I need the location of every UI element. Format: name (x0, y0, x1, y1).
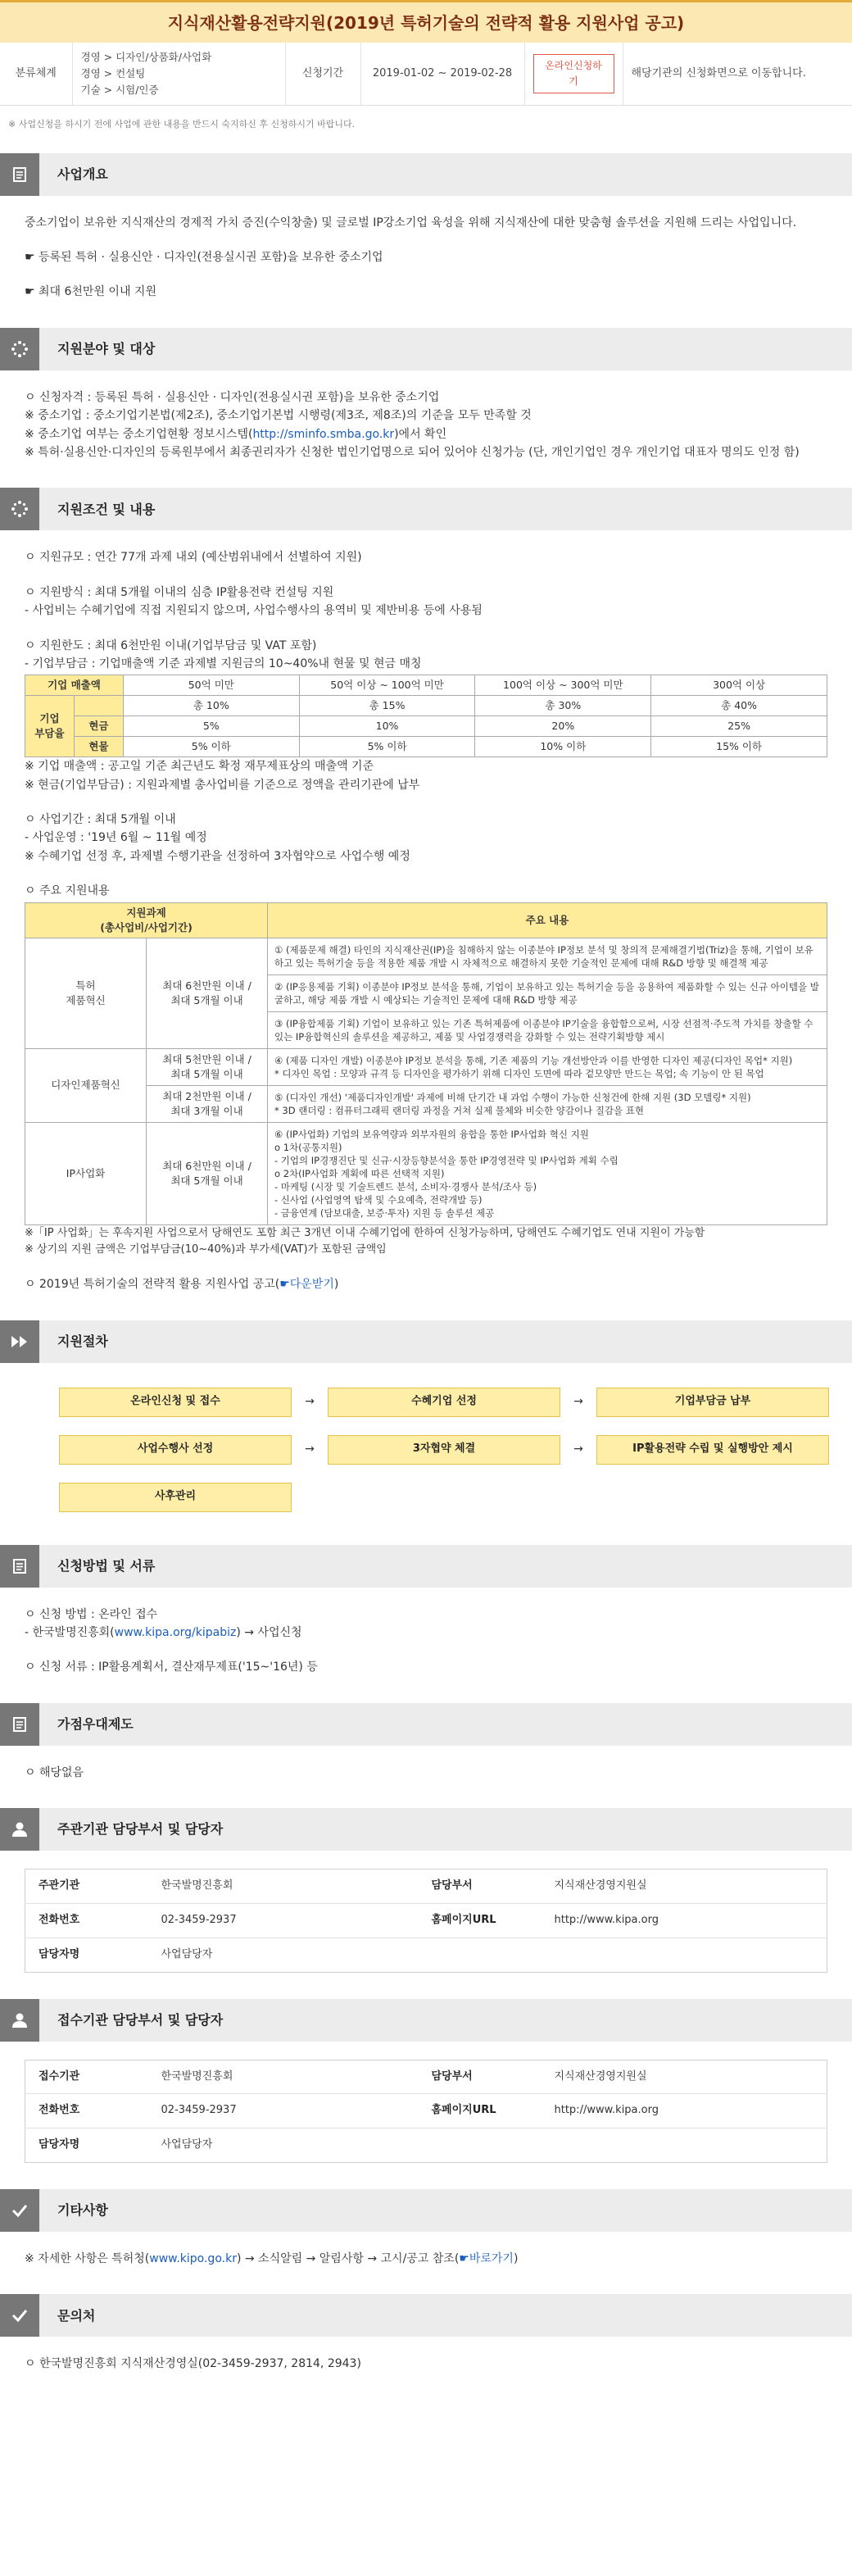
contact-key: 접수기관 (25, 2060, 148, 2094)
table-header: 주요 내용 (268, 902, 827, 938)
table-cell: 20% (475, 716, 651, 737)
table-cell: ④ (제품 디자인 개발) 이종분야 IP정보 분석을 통해, 기존 제품의 기능 개선방안과 이를 반영한 디자인 제공(디자인 목업* 지원) * 디자인 목업 : 모양과 규격 등 디자인을 평가하기 위해 디자인 도면에 따라 겉모양만 만드는 목업; 속 기능이 안 된 목업 (268, 1048, 827, 1085)
shortcut-link[interactable]: ☛바로가기 (459, 2251, 514, 2265)
period-label: 신청기간 (285, 43, 360, 106)
table-cell: 50억 이상 ~ 100억 미만 (299, 675, 475, 696)
table-header: 현물 (74, 737, 123, 757)
forward-icon (0, 1320, 39, 1363)
contact-key: 홈페이지URL (419, 1903, 542, 1938)
page-title: 지식재산활용전략지원(2019년 특허기술의 전략적 활용 지원사업 공고) (0, 0, 852, 43)
target-line: ※ 특허·실용신안·디자인의 등록원부에서 최종권리자가 신청한 법인기업명으로 되어 있어야 신청가능 (단, 개인기업인 경우 개인기업 대표자 명의도 인정 함) (25, 445, 800, 459)
section-header-conditions (0, 488, 852, 530)
category-list (72, 43, 285, 106)
section-body-conditions (0, 530, 852, 1311)
sparkle-icon (0, 328, 39, 370)
table-cell: 5% 이하 (299, 737, 475, 757)
flow-step: 수혜기업 선정 (328, 1388, 560, 1417)
section-header-apply (0, 1545, 852, 1588)
category-item: 경영 > 디자인/상품화/사업화 (80, 51, 212, 63)
section-title: 가점우대제도 (57, 1715, 134, 1732)
doc-icon (0, 153, 39, 196)
contact-key: 담당부서 (419, 1870, 542, 1904)
flow-step: 사업수행사 선정 (59, 1435, 292, 1465)
arrow-icon: → (305, 1442, 315, 1456)
section-header-overview (0, 153, 852, 196)
table-cell: 총 10% (123, 696, 299, 716)
contact-key: 담당자명 (39, 1947, 80, 1960)
category-item: 기술 > 시험/인증 (80, 84, 159, 96)
table-cell: 15% 이하 (651, 737, 827, 757)
homepage-link[interactable]: http://www.kipa.org (542, 2094, 827, 2128)
target-line: ※ 중소기업 여부는 중소기업현황 정보시스템(http://sminfo.smba.go.kr)에서 확인 (25, 427, 447, 441)
section-header-etc (0, 2189, 852, 2232)
contact-value: 한국발명진흥회 (148, 2060, 419, 2094)
contact-key: 담당자명 (39, 2138, 80, 2151)
table-header: 현금 (74, 716, 123, 737)
apply-note: 해당기관의 신청화면으로 이동합니다. (631, 66, 806, 80)
section-title: 기타사항 (57, 2202, 108, 2219)
table-cell: 5% (123, 716, 299, 737)
condition-note: ※「IP 사업화」는 후속지원 사업으로서 당해연도 포함 최근 3개년 이내 수혜기업에 한하여 신청가능하며, 당해연도 수혜기업도 연내 지원이 가능함 (25, 1226, 705, 1239)
flow-step: 사후관리 (59, 1483, 292, 1512)
condition-note: ※ 현금(기업부담금) : 지원과제별 총사업비를 기준으로 정액을 관리기관에 납부 (25, 778, 420, 792)
contact-key: 주관기관 (25, 1870, 148, 1904)
doc-icon (0, 1545, 39, 1588)
sparkle-icon (0, 488, 39, 530)
section-header-bonus (0, 1703, 852, 1746)
announce-line: ㅇ 2019년 특허기술의 전략적 활용 지원사업 공고(☛다운받기) (25, 1278, 339, 1292)
period-value: 2019-01-02 ~ 2019-02-28 (360, 43, 524, 106)
etc-line: ※ 자세한 사항은 특허청(www.kipo.go.kr) → 소식알림 → 알림사항 → 고시/공고 참조(☛바로가기) (25, 2251, 519, 2265)
target-line: ※ 중소기업 : 중소기업기본법(제2조), 중소기업기본법 시행령(제3조, 제8조)의 기준을 모두 만족할 것 (25, 409, 532, 423)
section-title: 신청방법 및 서류 (57, 1557, 156, 1574)
contact-key: 담당부서 (419, 2060, 542, 2094)
host-contact-table (25, 1869, 827, 1972)
sminfo-link[interactable]: http://sminfo.smba.go.kr (252, 427, 395, 441)
condition-line: - 사업운영 : '19년 6월 ~ 11월 예정 (25, 831, 207, 845)
condition-note: ※ 기업 매출액 : 공고일 기준 최근년도 확정 재무제표상의 매출액 기준 (25, 760, 374, 774)
apply-line: - 한국발명진흥회(www.kipa.org/kipabiz) → 사업신청 (25, 1626, 302, 1639)
online-apply-button[interactable]: 온라인신청하기 (533, 54, 614, 93)
arrow-icon: → (305, 1395, 315, 1409)
table-cell: 50억 미만 (123, 675, 299, 696)
flow-step: 온라인신청 및 접수 (59, 1388, 292, 1417)
homepage-link[interactable]: http://www.kipa.org (542, 1903, 827, 1938)
condition-line: ㅇ 지원규모 : 연간 77개 과제 내외 (예산범위내에서 선별하여 지원) (25, 551, 362, 565)
section-body-bonus (0, 1746, 852, 1800)
section-body-apply (0, 1588, 852, 1695)
kipo-link[interactable]: www.kipo.go.kr (149, 2251, 237, 2265)
overview-line: ☛ 최대 6천만원 이내 지원 (25, 285, 156, 299)
inquiry-line: ㅇ 한국발명진흥회 지식재산경영실(02-3459-2937, 2814, 2943) (25, 2357, 361, 2371)
table-cell: 최대 2천만원 이내 / 최대 3개월 이내 (147, 1085, 268, 1122)
condition-line: ※ 수혜기업 선정 후, 과제별 수행기관을 선정하여 3자협약으로 사업수행 예정 (25, 849, 410, 863)
contact-value: 사업담당자 (161, 1947, 213, 1960)
contact-value: 사업담당자 (161, 2138, 213, 2151)
table-cell: 300억 이상 (651, 675, 827, 696)
contact-key: 전화번호 (25, 1903, 148, 1938)
table-cell: 25% (651, 716, 827, 737)
section-body-reception (0, 2042, 852, 2181)
table-cell: ① (제품문제 해결) 타인의 지식재산권(IP)을 침해하지 않는 이종분야 IP정보 분석 및 창의적 문제해결기법(Triz)을 통해, 기업이 보유하고 있는 특허기술 등을 적용한 제품 개발 시 자체적으로 해결하지 못한 기술적인 문제에 대해 R&D 방향 및 해결책 제공 (268, 938, 827, 975)
arrow-icon: → (573, 1442, 583, 1456)
target-line: ㅇ 신청자격 : 등록된 특허 · 실용신안 · 디자인(전용실시권 포함)을 보유한 중소기업 (25, 390, 440, 404)
condition-line: ㅇ 사업기간 : 최대 5개월 이내 (25, 813, 176, 827)
table-cell: ③ (IP융합제품 기획) 기업이 보유하고 있는 기존 특허제품에 이종분야 IP기술을 융합함으로써, 시장 선점적·주도적 가치를 창출할 수 있는 IP융합혁신의 솔루션을 제공하고, 제품 및 사업경쟁력을 강화할 수 있는 전략기획방향 제시 (268, 1011, 827, 1048)
section-body-target (0, 370, 852, 480)
doc-icon (0, 1703, 39, 1746)
section-title: 주관기관 담당부서 및 담당자 (57, 1821, 224, 1838)
table-cell: ② (IP응용제품 기획) 이종분야 IP정보 분석을 통해, 기업이 보유하고 있는 특허기술 등을 응용하여 제품화할 수 있는 신규 아이템을 발굴하고, 해당 제품 개발 시 예상되는 기술적인 문제에 대해 R&D 방향 제공 (268, 975, 827, 1011)
category-item: 경영 > 컨설팅 (80, 67, 146, 80)
table-cell: 5% 이하 (123, 737, 299, 757)
section-title: 지원절차 (57, 1333, 108, 1349)
table-header: 기업 부담율 (25, 696, 75, 757)
contact-value: 지식재산경영지원실 (542, 1870, 827, 1904)
contact-value: 02-3459-2937 (148, 2094, 419, 2128)
kipabiz-link[interactable]: www.kipa.org/kipabiz (114, 1626, 237, 1639)
contact-value: 02-3459-2937 (148, 1903, 419, 1938)
notice-text: ※ 사업신청을 하시기 전에 사업에 관한 내용을 반드시 숙지하신 후 신청하시기 바랍니다. (8, 119, 356, 129)
section-title: 지원조건 및 내용 (57, 501, 156, 517)
contact-key: 홈페이지URL (419, 2094, 542, 2128)
contact-key: 전화번호 (25, 2094, 148, 2128)
table-cell: 디자인제품혁신 (25, 1048, 147, 1122)
contact-value: 지식재산경영지원실 (542, 2060, 827, 2094)
table-header: 기업 매출액 (25, 675, 124, 696)
condition-note: ※ 상기의 지원 금액은 기업부담금(10~40%)과 부가세(VAT)가 포함된 금액임 (25, 1243, 387, 1256)
table-cell: 총 15% (299, 696, 475, 716)
section-body-overview (0, 196, 852, 320)
flow-step: IP활용전략 수립 및 실행방안 제시 (596, 1435, 829, 1465)
table-cell: ⑥ (IP사업화) 기업의 보유역량과 외부자원의 융합을 통한 IP사업화 혁신 지원 o 1차(공통지원) - 기업의 IP경쟁진단 및 신규·시장등향분석을 통한 IP경영전략 및 IP사업화 계획 수립 o 2차(IP사업화 계획에 따른 선택적 지원) - 마케팅 (시장 및 기술트렌드 분석, 소비자·경쟁사 분석/조사 등) - 신사업 (사업영역 탐색 및 수요예측, 전략개발 등) - 금융연계 (담보대출, 보증·투자) 지원 등 솔루션 제공 (268, 1122, 827, 1224)
table-cell: 100억 이상 ~ 300억 미만 (475, 675, 651, 696)
apply-line: ㅇ 신청 서류 : IP활용계획서, 결산재무제표('15~'16년) 등 (25, 1661, 318, 1674)
overview-desc: 중소기업이 보유한 지식재산의 경제적 가치 증진(수익창출) 및 글로벌 IP강소기업 육성을 위해 지식재산에 대한 맞춤형 솔루션을 지원해 드리는 사업입니다. (25, 216, 797, 229)
section-body-inquiry (0, 2337, 852, 2391)
section-title: 접수기관 담당부서 및 담당자 (57, 2011, 224, 2028)
procedure-flow (0, 1363, 852, 1537)
section-title: 사업개요 (57, 166, 108, 182)
section-header-target (0, 328, 852, 370)
burden-table (25, 675, 827, 757)
table-cell: 총 30% (475, 696, 651, 716)
table-cell: IP사업화 (25, 1122, 147, 1224)
table-cell: 최대 6천만원 이내 / 최대 5개월 이내 (147, 1122, 268, 1224)
contact-value: 한국발명진흥회 (148, 1870, 419, 1904)
table-cell: 특허 제품혁신 (25, 938, 147, 1048)
person-icon (0, 1808, 39, 1851)
section-body-host (0, 1851, 852, 1990)
condition-line: - 사업비는 수혜기업에 직접 지원되지 않으며, 사업수행사의 용역비 및 제반비용 등에 사용됨 (25, 604, 483, 618)
section-title: 지원분야 및 대상 (57, 340, 156, 357)
section-header-procedure (0, 1320, 852, 1363)
table-header: 지원과제 (총사업비/사업기간) (25, 902, 268, 938)
table-cell: 총 40% (651, 696, 827, 716)
condition-line: ㅇ 지원한도 : 최대 6천만원 이내(기업부담금 및 VAT 포함) (25, 638, 317, 652)
table-cell: ⑤ (디자인 개선) '제품디자인개발' 과제에 비해 단기간 내 과업 수행이 가능한 신청건에 한해 지원 (3D 모델링* 지원) * 3D 랜더링 : 컴퓨터그래픽 랜더링 과정을 거쳐 실제 물체와 비슷한 양감이나 질감을 표현 (268, 1085, 827, 1122)
category-label: 분류체계 (0, 43, 72, 106)
check-icon (0, 2189, 39, 2232)
table-cell: 10% 이하 (475, 737, 651, 757)
condition-line: ㅇ 주요 지원내용 (25, 884, 110, 898)
table-cell: 10% (299, 716, 475, 737)
table-cell: 최대 5천만원 이내 / 최대 5개월 이내 (147, 1048, 268, 1085)
section-body-etc (0, 2232, 852, 2286)
apply-line: ㅇ 신청 방법 : 온라인 접수 (25, 1607, 158, 1621)
condition-line: ㅇ 지원방식 : 최대 5개월 이내의 심층 IP활용전략 컨설팅 지원 (25, 585, 334, 599)
flow-step: 기업부담금 납부 (596, 1388, 829, 1417)
flow-step: 3자협약 체결 (328, 1435, 560, 1465)
section-header-reception (0, 1999, 852, 2042)
table-cell: 최대 6천만원 이내 / 최대 5개월 이내 (147, 938, 268, 1048)
person-icon (0, 1999, 39, 2042)
section-header-inquiry (0, 2294, 852, 2337)
arrow-icon: → (573, 1395, 583, 1409)
overview-line: ☛ 등록된 특허 · 실용신안 · 디자인(전용실시권 포함)을 보유한 중소기업 (25, 250, 383, 264)
check-icon (0, 2294, 39, 2337)
main-support-table (25, 902, 827, 1225)
info-table (0, 43, 852, 106)
section-title: 문의처 (57, 2307, 96, 2324)
condition-line: - 기업부담금 : 기업매출액 기준 과제별 지원금의 10~40%내 현물 및 현금 매칭 (25, 656, 422, 670)
download-link[interactable]: ☛다운받기 (279, 1278, 334, 1292)
reception-contact-table (25, 2060, 827, 2163)
section-header-host (0, 1808, 852, 1851)
bonus-line: ㅇ 해당없음 (25, 1765, 84, 1779)
